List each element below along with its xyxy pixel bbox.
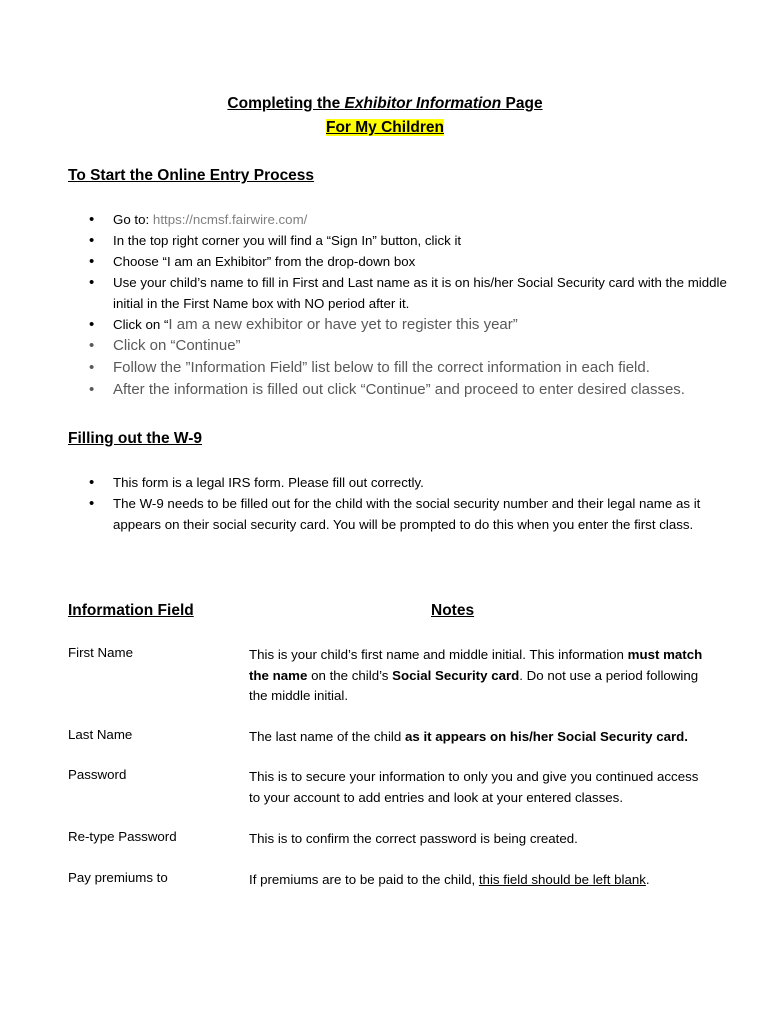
- field-note: This is to confirm the correct password is being created.: [249, 831, 578, 846]
- field-name: Last Name: [68, 727, 133, 742]
- table-header-information-field: Information Field: [68, 602, 194, 619]
- list-item: • The W-9 needs to be filled out for the child with the social security number and their legal name as it appears on their social security card. You will be prompted to do this when you enter the first class.: [113, 493, 733, 535]
- list-item: • Use your child’s name to fill in First and Last name as it is on his/her Social Security card with the middle initial in the First Name box with NO period after it.: [113, 272, 733, 314]
- list-item: • In the top right corner you will find a “Sign In” button, click it: [113, 230, 733, 251]
- field-note: The last name of the child as it appears on his/her Social Security card.: [249, 729, 688, 744]
- list-item: • Click on “Continue”: [113, 335, 733, 357]
- field-name: Pay premiums to: [68, 870, 168, 885]
- online-entry-steps: [88, 209, 733, 401]
- field-name: Password: [68, 767, 127, 782]
- page-title: Completing the Exhibitor Information Page: [227, 95, 543, 112]
- section-heading-online-entry: To Start the Online Entry Process: [68, 167, 315, 184]
- list-item: • Click on “I am a new exhibitor or have yet to register this year”: [113, 314, 733, 335]
- list-item: • Follow the ”Information Field” list below to fill the correct information in each field.: [113, 357, 733, 379]
- field-note: This is to secure your information to only you and give you continued access to your account to add entries and look at your entered classes.: [249, 769, 699, 805]
- list-item: • Choose “I am an Exhibitor” from the drop-down box: [113, 251, 733, 272]
- field-name: First Name: [68, 645, 134, 660]
- field-note: This is your child’s first name and middle initial. This information must match the name on the child’s Social Security card. Do not use a period following the middle initial.: [249, 647, 703, 703]
- w9-notes: [88, 472, 733, 535]
- list-item: • This form is a legal IRS form. Please fill out correctly.: [113, 472, 733, 493]
- section-heading-w9: Filling out the W-9: [68, 430, 202, 447]
- table-header-notes: Notes: [431, 602, 475, 619]
- fairwire-link[interactable]: https://ncmsf.fairwire.com/: [152, 212, 308, 227]
- page-subtitle: For My Children: [326, 119, 444, 136]
- list-item: • Go to: https://ncmsf.fairwire.com/: [113, 209, 733, 230]
- field-name: Re-type Password: [68, 829, 177, 844]
- field-note: If premiums are to be paid to the child, this field should be left blank.: [249, 872, 650, 887]
- list-item: • After the information is filled out click “Continue” and proceed to enter desired classes.: [113, 379, 733, 401]
